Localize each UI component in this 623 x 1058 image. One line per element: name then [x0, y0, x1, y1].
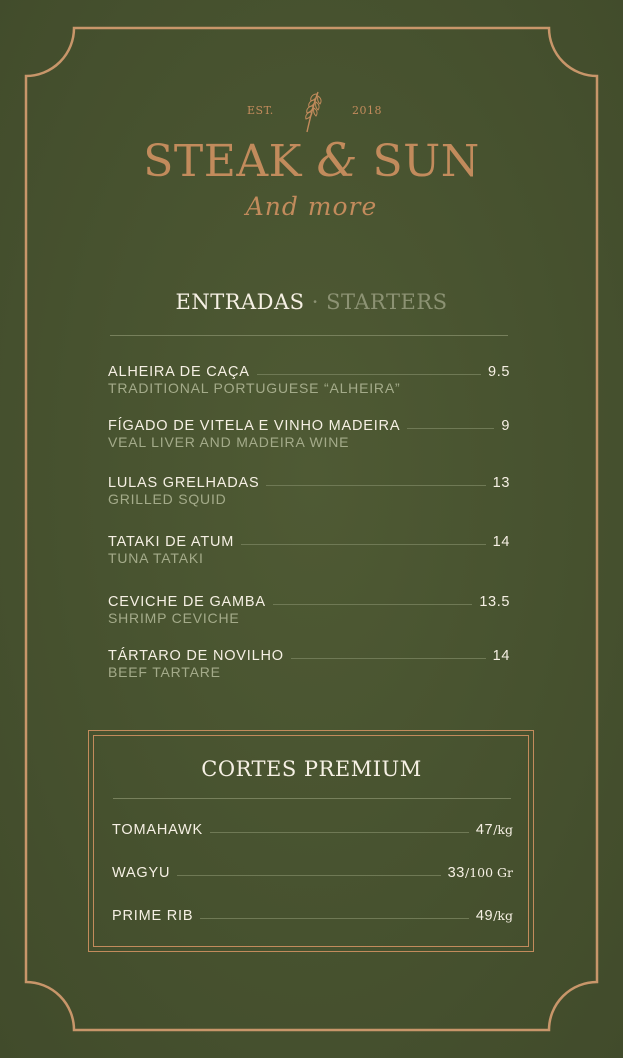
- brand-word-left: STEAK: [143, 136, 303, 187]
- starters-title-secondary: STARTERS: [326, 290, 448, 314]
- item-leader-line: [177, 874, 440, 876]
- item-price: 13: [492, 475, 510, 491]
- item-price: 14: [492, 648, 510, 664]
- brand-ampersand: &: [316, 133, 358, 187]
- premium-item-price: [448, 865, 513, 881]
- item-name: LULAS GRELHADAS: [108, 475, 260, 491]
- price-value: 33: [447, 865, 465, 881]
- menu-item: [108, 644, 510, 680]
- starters-title-primary: ENTRADAS: [175, 290, 305, 314]
- menu-item: [108, 590, 510, 626]
- item-price: 9.5: [488, 364, 510, 380]
- brand-logo: [0, 132, 623, 190]
- item-leader-line: [266, 484, 485, 486]
- menu-item: [108, 530, 510, 566]
- price-unit: /100 Gr: [464, 865, 513, 880]
- menu-item: [108, 414, 510, 450]
- premium-item: [112, 904, 513, 924]
- premium-item-name: PRIME RIB: [112, 908, 194, 924]
- item-name: ALHEIRA DE CAÇA: [108, 364, 250, 380]
- price-value: 49: [475, 908, 494, 924]
- item-price: 9: [501, 418, 510, 434]
- item-description: TRADITIONAL PORTUGUESE “ALHEIRA”: [108, 380, 401, 396]
- premium-item-price: [476, 822, 513, 838]
- premium-item: [112, 861, 513, 881]
- premium-divider: [113, 798, 511, 799]
- item-leader-line: [200, 917, 469, 919]
- item-description: GRILLED SQUID: [108, 491, 227, 507]
- premium-item: [112, 818, 513, 838]
- item-leader-line: [241, 543, 486, 545]
- item-description: TUNA TATAKI: [108, 550, 204, 566]
- est-label: EST.: [247, 104, 274, 117]
- brand-tagline: And more: [245, 192, 378, 221]
- item-name: TÁRTARO DE NOVILHO: [108, 648, 284, 664]
- price-unit: /kg: [493, 822, 513, 837]
- premium-heading: CORTES PREMIUM: [201, 757, 422, 781]
- starters-divider: [110, 335, 508, 336]
- item-leader-line: [291, 657, 486, 659]
- price-unit: /kg: [493, 908, 513, 923]
- wheat-leaf-icon: [298, 88, 324, 134]
- menu-item: [108, 360, 510, 396]
- menu-item: [108, 471, 510, 507]
- premium-item-name: TOMAHAWK: [112, 822, 203, 838]
- item-price: 13.5: [479, 594, 510, 610]
- starters-title-separator: ·: [311, 290, 319, 314]
- premium-item-name: WAGYU: [112, 865, 171, 881]
- starters-heading: [0, 290, 623, 314]
- item-leader-line: [257, 373, 481, 375]
- item-name: FÍGADO DE VITELA E VINHO MADEIRA: [108, 418, 401, 434]
- item-leader-line: [210, 831, 469, 833]
- premium-item-price: [476, 908, 513, 924]
- item-description: VEAL LIVER AND MADEIRA WINE: [108, 434, 350, 450]
- item-price: 14: [492, 534, 510, 550]
- item-description: SHRIMP CEVICHE: [108, 610, 240, 626]
- item-description: BEEF TARTARE: [108, 664, 221, 680]
- item-name: TATAKI DE ATUM: [108, 534, 235, 550]
- est-year: 2018: [352, 104, 382, 117]
- item-leader-line: [407, 427, 494, 429]
- brand-word-right: SUN: [372, 136, 480, 187]
- item-leader-line: [273, 603, 473, 605]
- item-name: CEVICHE DE GAMBA: [108, 594, 266, 610]
- price-value: 47: [475, 822, 494, 838]
